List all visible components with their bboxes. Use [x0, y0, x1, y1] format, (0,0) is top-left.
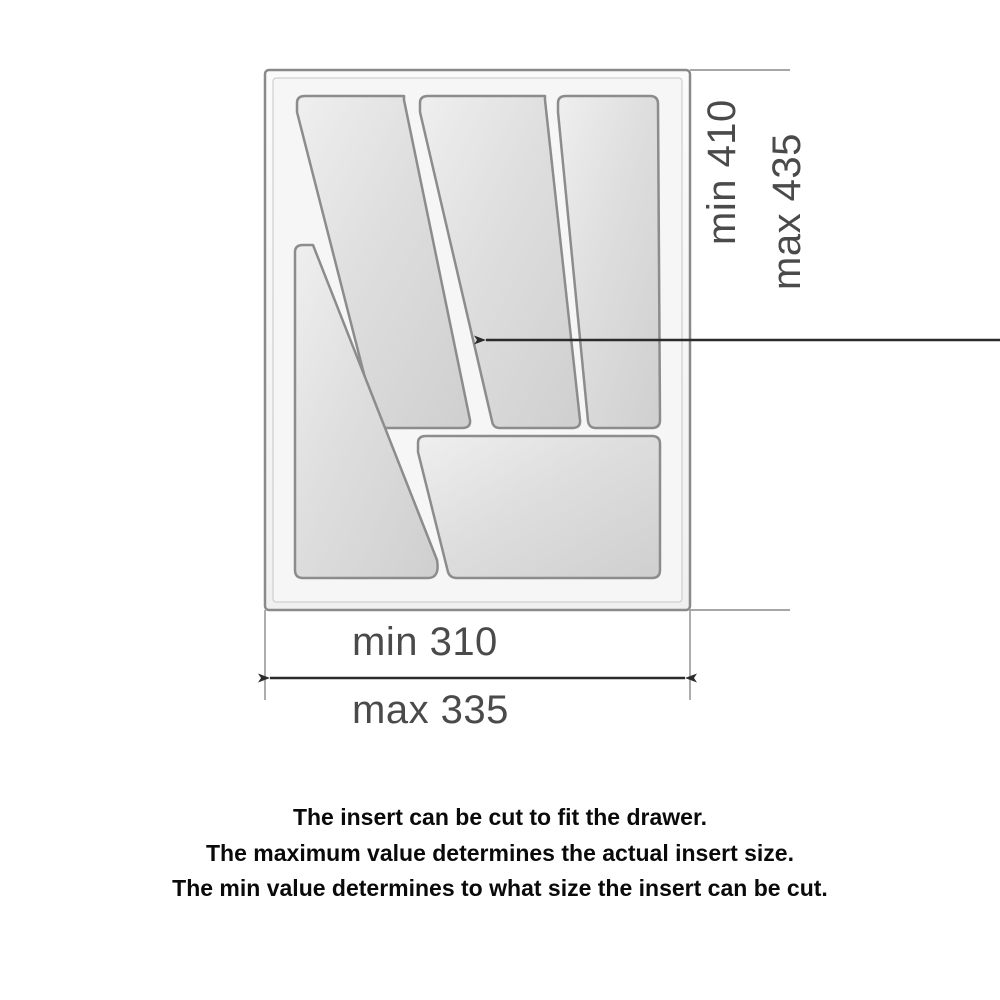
caption-line-2: The maximum value determines the actual insert size. [206, 839, 794, 866]
caption-line-3: The min value determines to what size the insert can be cut. [172, 875, 828, 902]
caption-line-1: The insert can be cut to fit the drawer. [292, 804, 708, 830]
caption-block [0, 800, 1000, 907]
width-min-label: min 310 [352, 620, 498, 664]
tray-compartments [295, 96, 660, 578]
width-max-label: max 335 [352, 688, 509, 732]
height-max-label: max 435 [765, 133, 809, 290]
compartment-slot-bottom-right [418, 436, 660, 578]
height-min-label: min 410 [700, 99, 744, 245]
